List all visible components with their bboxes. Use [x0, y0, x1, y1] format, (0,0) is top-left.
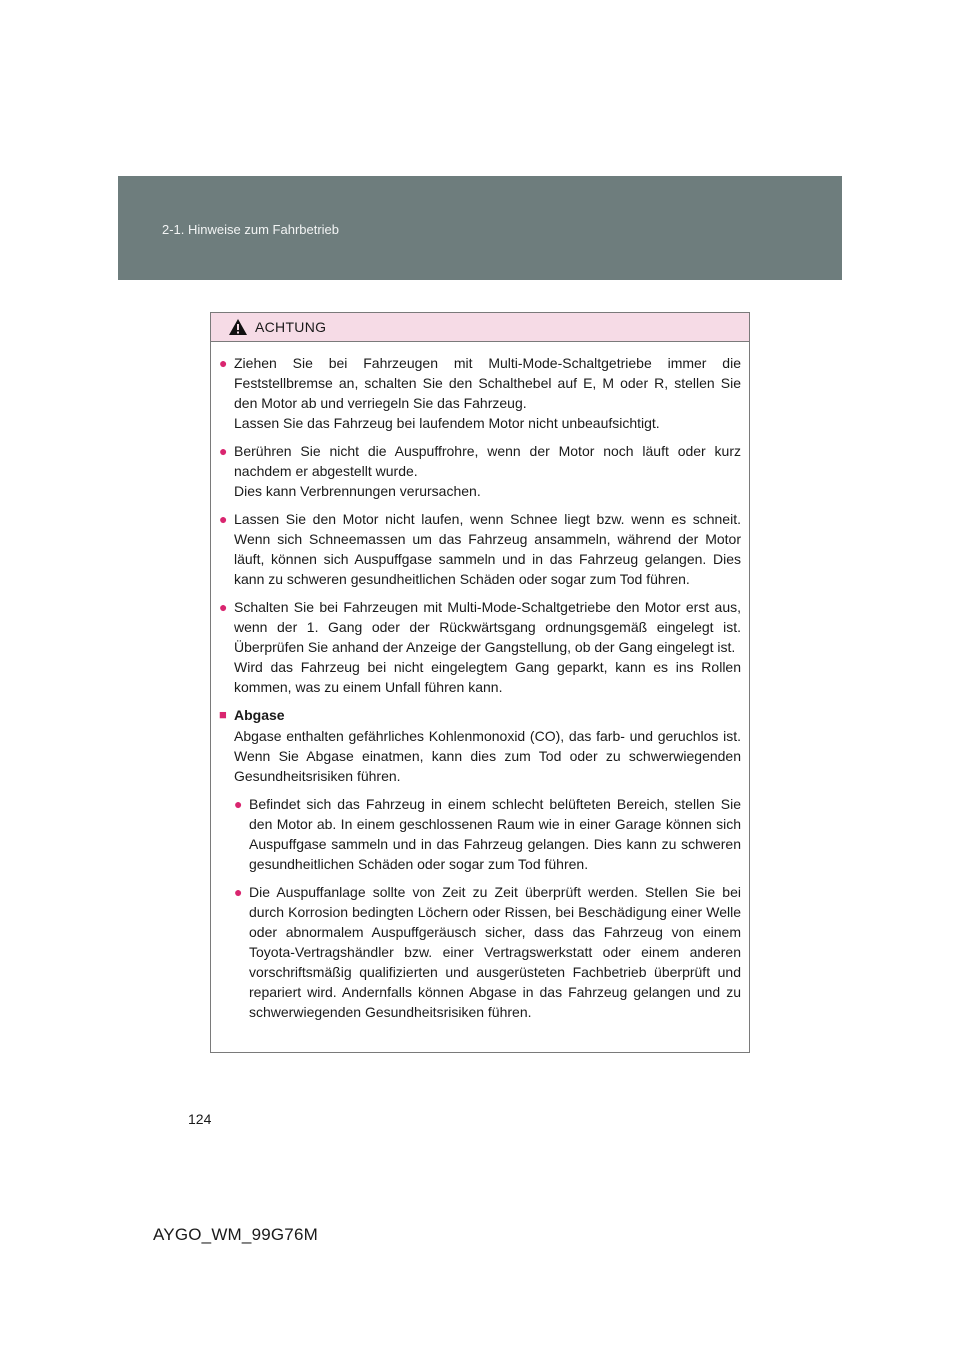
warning-text: Schalten Sie bei Fahrzeugen mit Multi-Mode-Schaltgetriebe den Motor erst aus, wenn der 1. Gang oder der Rückwärtsgang ordnungsgemäß eingelegt ist. Überprüfen Sie anhand der Anzeige der Gangstellung, ob der Gang eingelegt ist.: [234, 599, 741, 655]
warning-item: [219, 441, 741, 501]
bullet-icon: ●: [219, 599, 228, 615]
warning-text: Die Auspuffanlage sollte von Zeit zu Zeit überprüft werden. Stellen Sie bei durch Korrosion bedingten Löchern oder Rissen, bei Beschädigung einer Welle oder abnormalem Auspuffgeräusch sicher, dass das Fahrzeug von einem Toyota-Vertragshändler bzw. einer Vertragswerkstatt oder einem anderen vorschriftsmäßig qualifizierten und ausgerüsteten Fachbetrieb überprüft und repariert wird. Andernfalls können Abgase in das Fahrzeug gelangen und zu schwerwiegenden Gesundheitsrisiken führen.: [249, 884, 741, 1020]
section-title: 2-1. Hinweise zum Fahrbetrieb: [162, 222, 340, 237]
warning-body: [211, 342, 749, 1022]
warning-title: ACHTUNG: [255, 319, 327, 335]
header-band: [118, 176, 842, 280]
warning-text: Berühren Sie nicht die Auspuffrohre, wenn der Motor noch läuft oder kurz nachdem er abgestellt wurde.: [234, 443, 741, 479]
warning-text: Lassen Sie den Motor nicht laufen, wenn Schnee liegt bzw. wenn es schneit. Wenn sich Schneemassen um das Fahrzeug ansammeln, während der Motor läuft, können sich Auspuffgase sammeln und in das Fahrzeug gelangen. Dies kann zu schweren gesundheitlichen Schäden oder sogar zum Tod führen.: [234, 511, 741, 587]
warning-box: [210, 312, 750, 1053]
square-bullet-icon: ■: [219, 707, 227, 722]
warning-item: [234, 794, 741, 874]
bullet-icon: ●: [234, 796, 243, 812]
document-code: AYGO_WM_99G76M: [153, 1225, 318, 1244]
bullet-icon: ●: [219, 443, 228, 459]
warning-triangle-icon: [228, 318, 248, 336]
bullet-icon: ●: [219, 355, 228, 371]
warning-text: Wird das Fahrzeug bei nicht eingelegtem Gang geparkt, kann es ins Rollen kommen, was zu einem Unfall führen kann.: [234, 659, 741, 695]
page-number: 124: [188, 1111, 212, 1127]
bullet-icon: ●: [234, 884, 243, 900]
warning-item: [234, 882, 741, 1022]
warning-item: [219, 597, 741, 697]
warning-item: [219, 509, 741, 589]
warning-header: [211, 313, 749, 342]
warning-text: Dies kann Verbrennungen verursachen.: [234, 483, 481, 499]
warning-text: Befindet sich das Fahrzeug in einem schlecht belüfteten Bereich, stellen Sie den Motor ab. In einem geschlossenen Raum wie in einer Garage können sich Auspuffgase sammeln und in das Fahrzeug gelangen. Dies kann zu schweren gesundheitlichen Schäden oder sogar zum Tod führen.: [249, 796, 741, 872]
subsection-header: [219, 705, 741, 725]
warning-item: [219, 353, 741, 433]
warning-text: Ziehen Sie bei Fahrzeugen mit Multi-Mode-Schaltgetriebe immer die Feststellbremse an, schalten Sie den Schalthebel auf E, M oder R, stellen Sie den Motor ab und verriegeln Sie das Fahrzeug.: [234, 355, 741, 411]
subsection-intro: Abgase enthalten gefährliches Kohlenmonoxid (CO), das farb- und geruchlos ist. Wenn Sie Abgase einatmen, kann dies zum Tod oder zu schwerwiegenden Gesundheitsrisiken führen.: [234, 728, 741, 784]
bullet-icon: ●: [219, 511, 228, 527]
warning-text: Lassen Sie das Fahrzeug bei laufendem Motor nicht unbeaufsichtigt.: [234, 415, 660, 431]
subsection-title: Abgase: [234, 707, 285, 723]
